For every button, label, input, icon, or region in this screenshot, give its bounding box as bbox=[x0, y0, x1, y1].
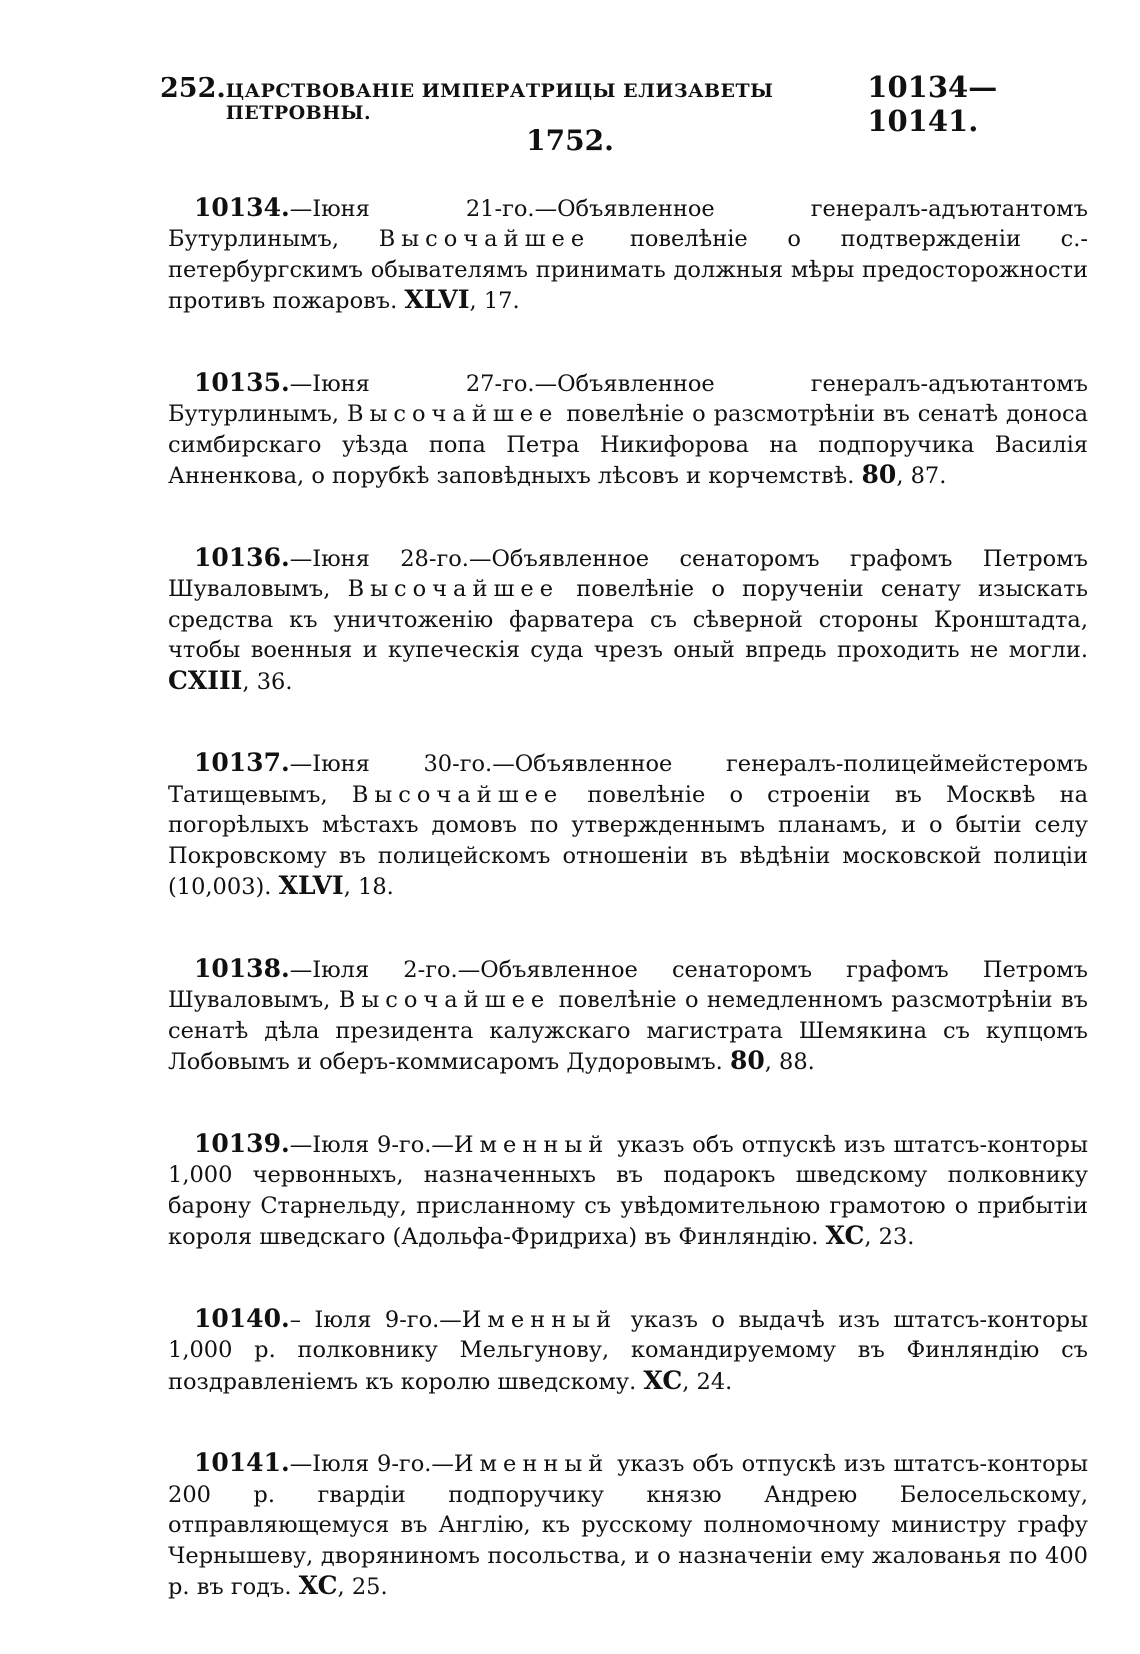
entry-text: повелѣніе о порученіи сенату изыскать средства къ уничтоженію фарватера съ сѣверной стороны Кронштадта, чтобы военныя и купеческія суда чрезъ оный впредь проходить не могли. bbox=[168, 576, 1089, 663]
entry-date: —Іюля 9-го. bbox=[289, 1451, 432, 1477]
entry-date: —Іюня 28-го. bbox=[289, 545, 469, 572]
entry-range: 10134—10141. bbox=[867, 70, 998, 138]
reference-page: , 17. bbox=[469, 288, 520, 314]
entry bbox=[168, 748, 1088, 903]
entry-number: 10135. bbox=[194, 367, 290, 397]
reference-page: , 23. bbox=[864, 1224, 915, 1250]
reference-page: , 18. bbox=[343, 874, 394, 900]
entry-spaced-word: Именный bbox=[461, 1306, 618, 1333]
reference-volume: XC bbox=[825, 1221, 865, 1250]
entry-text-pre: —Объявленное генералъ-полицеймейстеромъ Татищевымъ, bbox=[168, 751, 1088, 808]
entry-text-pre: —Объявленное сенаторомъ графомъ Петромъ Шуваловымъ, bbox=[168, 545, 1089, 602]
entry-text-pre: —Объявленное генералъ-адъютантомъ Бутурлинымъ, bbox=[168, 370, 1088, 427]
entry-number: 10141. bbox=[194, 1448, 290, 1477]
reference-volume: XC bbox=[298, 1571, 338, 1600]
reference-page: , 88. bbox=[764, 1049, 815, 1075]
entry-text-pre: — bbox=[431, 1451, 454, 1477]
reference-page: , 36. bbox=[242, 668, 293, 695]
reference-volume: XLVI bbox=[278, 871, 344, 900]
entry-date: —Іюля 9-го. bbox=[289, 1131, 432, 1158]
entry-spaced-word: Высочайшее bbox=[346, 401, 559, 427]
entry-number: 10138. bbox=[194, 953, 290, 983]
page-number: 252. bbox=[160, 73, 226, 104]
entry-spaced-word: Высочайшее bbox=[378, 226, 591, 252]
entry-text: указъ о выдачѣ изъ штатсъ-конторы 1,000 р. полковнику Мельгунову, командируемому въ Финляндію съ поздравленіемъ къ королю шведскому. bbox=[168, 1306, 1088, 1395]
entry-text-pre: — bbox=[439, 1306, 462, 1333]
entry bbox=[168, 543, 1088, 698]
reference-volume: 80 bbox=[729, 1046, 765, 1075]
entry-number: 10137. bbox=[194, 748, 290, 777]
entry-number: 10139. bbox=[194, 1128, 290, 1158]
reference-page: , 24. bbox=[682, 1368, 733, 1395]
entry-text: повелѣніе о разсмотрѣніи въ сенатѣ доноса симбирскаго уѣзда попа Петра Никифорова на подпоручика Василія Анненкова, о порубкѣ заповѣдныхъ лѣсовъ и корчемствѣ. bbox=[168, 401, 1088, 489]
entry-text: повелѣніе о строеніи въ Москвѣ на погорѣлыхъ мѣстахъ домовъ по утвержденнымъ планамъ, и о бытіи селу Покровскому въ полицейскомъ отношеніи въ вѣдѣніи московской полиціи (10,003). bbox=[168, 781, 1089, 900]
entry-date: —Іюня 21-го. bbox=[289, 195, 535, 222]
entry-spaced-word: Высочайшее bbox=[338, 987, 551, 1013]
entry-text: указъ объ отпускѣ изъ штатсъ-конторы 200 р. гвардіи подпоручику князю Андрею Белосельскому, отправляющемуся въ Англію, къ русскому полномочному министру графу Чернышеву, дворяниномъ посольства, и о назначеніи ему жалованья по 400 р. въ годъ. bbox=[168, 1451, 1088, 1600]
reference-page: , 25. bbox=[337, 1574, 388, 1600]
entry-text: повелѣніе о немедленномъ разсмотрѣніи въ сенатѣ дѣла президента калужскаго магистрата Шемякина съ купцомъ Лобовымъ и оберъ-коммисаромъ Дудоровымъ. bbox=[168, 987, 1088, 1075]
entry-text-pre: — bbox=[431, 1131, 454, 1158]
entry-number: 10134. bbox=[194, 192, 290, 222]
entry-date: —Іюня 27-го. bbox=[289, 370, 535, 397]
entry bbox=[168, 1304, 1088, 1398]
entry-spaced-word: Именный bbox=[453, 1131, 610, 1158]
entry bbox=[168, 193, 1088, 317]
entry-date: – Іюля 9-го. bbox=[289, 1306, 440, 1333]
entry-text: указъ объ отпускѣ изъ штатсъ-конторы 1,000 червонныхъ, назначенныхъ въ подарокъ шведскому полковнику барону Старнельду, присланному съ увѣдомительною грамотою о прибытіи короля шведскаго (Адольфа-Фридриха) въ Финляндію. bbox=[168, 1131, 1088, 1250]
entry bbox=[168, 954, 1088, 1078]
entry-spaced-word: Именный bbox=[453, 1451, 610, 1477]
entry-date: —Іюля 2-го. bbox=[289, 956, 458, 983]
entries-list bbox=[168, 170, 1088, 1654]
year-heading: 1752. bbox=[526, 124, 614, 157]
entry-date: —Іюня 30-го. bbox=[289, 751, 493, 777]
entry bbox=[168, 1448, 1088, 1603]
entry-spaced-word: Высочайшее bbox=[347, 576, 560, 602]
entry-number: 10140. bbox=[194, 1303, 290, 1333]
entry-spaced-word: Высочайшее bbox=[351, 781, 564, 808]
running-title: ЦАРСТВОВАНІЕ ИМПЕРАТРИЦЫ ЕЛИЗАВЕТЫ ПЕТРОВНЫ. bbox=[225, 80, 774, 124]
entry-text-pre: —Объявленное генералъ-адъютантомъ Бутурлинымъ, bbox=[168, 195, 1088, 252]
reference-volume: 80 bbox=[861, 460, 897, 489]
entry bbox=[168, 368, 1088, 492]
entry-number: 10136. bbox=[194, 542, 290, 572]
entry bbox=[168, 1129, 1088, 1253]
reference-volume: XC bbox=[643, 1365, 683, 1395]
entry-text-pre: —Объявленное сенаторомъ графомъ Петромъ Шуваловымъ, bbox=[168, 956, 1088, 1013]
entry-text: повелѣніе о подтвержденіи с.-петербургскимъ обывателямъ принимать должныя мѣры предосторожности противъ пожаровъ. bbox=[168, 226, 1088, 314]
reference-volume: XLVI bbox=[404, 285, 470, 314]
reference-volume: CXIII bbox=[168, 665, 243, 695]
reference-page: , 87. bbox=[896, 463, 947, 489]
